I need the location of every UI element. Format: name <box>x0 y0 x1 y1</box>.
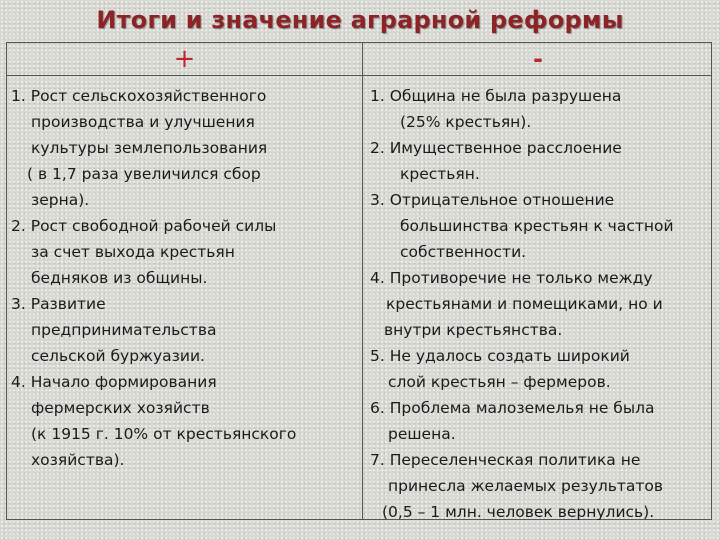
comparison-table <box>6 42 712 520</box>
list-item: внутри крестьянства. <box>384 321 563 339</box>
list-item: 1. Община не была разрушена <box>370 87 622 105</box>
list-item: принесла желаемых результатов <box>388 477 664 495</box>
list-item: предпринимательства <box>31 321 217 339</box>
header-divider <box>7 75 711 76</box>
list-item: бедняков из общины. <box>31 269 208 287</box>
page-title: Итоги и значение аграрной реформы <box>96 6 624 34</box>
list-item: 7. Переселенческая политика не <box>370 451 641 469</box>
list-item: зерна). <box>31 191 90 209</box>
list-item: 3. Отрицательное отношение <box>370 191 615 209</box>
list-item: (0,5 – 1 млн. человек вернулись). <box>382 503 655 521</box>
minus-column-header: - <box>533 45 543 73</box>
list-item: решена. <box>388 425 456 443</box>
list-item: за счет выхода крестьян <box>31 243 235 261</box>
list-item: 4. Начало формирования <box>11 373 217 391</box>
list-item: 5. Не удалось создать широкий <box>370 347 630 365</box>
list-item: 1. Рост сельскохозяйственного <box>11 87 267 105</box>
list-item: ( в 1,7 раза увеличился сбор <box>27 165 261 183</box>
list-item: 6. Проблема малоземелья не была <box>370 399 655 417</box>
list-item: 2. Рост свободной рабочей силы <box>11 217 277 235</box>
column-divider <box>362 43 363 519</box>
list-item: 3. Развитие <box>11 295 106 313</box>
list-item: фермерских хозяйств <box>31 399 210 417</box>
list-item: (к 1915 г. 10% от крестьянского <box>31 425 297 443</box>
list-item: сельской буржуазии. <box>31 347 205 365</box>
list-item: крестьян. <box>400 165 480 183</box>
list-item: хозяйства). <box>31 451 125 469</box>
list-item: крестьянами и помещиками, но и <box>386 295 663 313</box>
list-item: производства и улучшения <box>31 113 255 131</box>
list-item: собственности. <box>400 243 527 261</box>
list-item: культуры землепользования <box>31 139 268 157</box>
list-item: 2. Имущественное расслоение <box>370 139 622 157</box>
plus-column-header: + <box>173 44 196 74</box>
plus-list <box>11 83 296 473</box>
list-item: слой крестьян – фермеров. <box>388 373 611 391</box>
list-item: 4. Противоречие не только между <box>370 269 653 287</box>
list-item: большинства крестьян к частной <box>400 217 674 235</box>
minus-list <box>370 83 674 525</box>
list-item: (25% крестьян). <box>400 113 532 131</box>
